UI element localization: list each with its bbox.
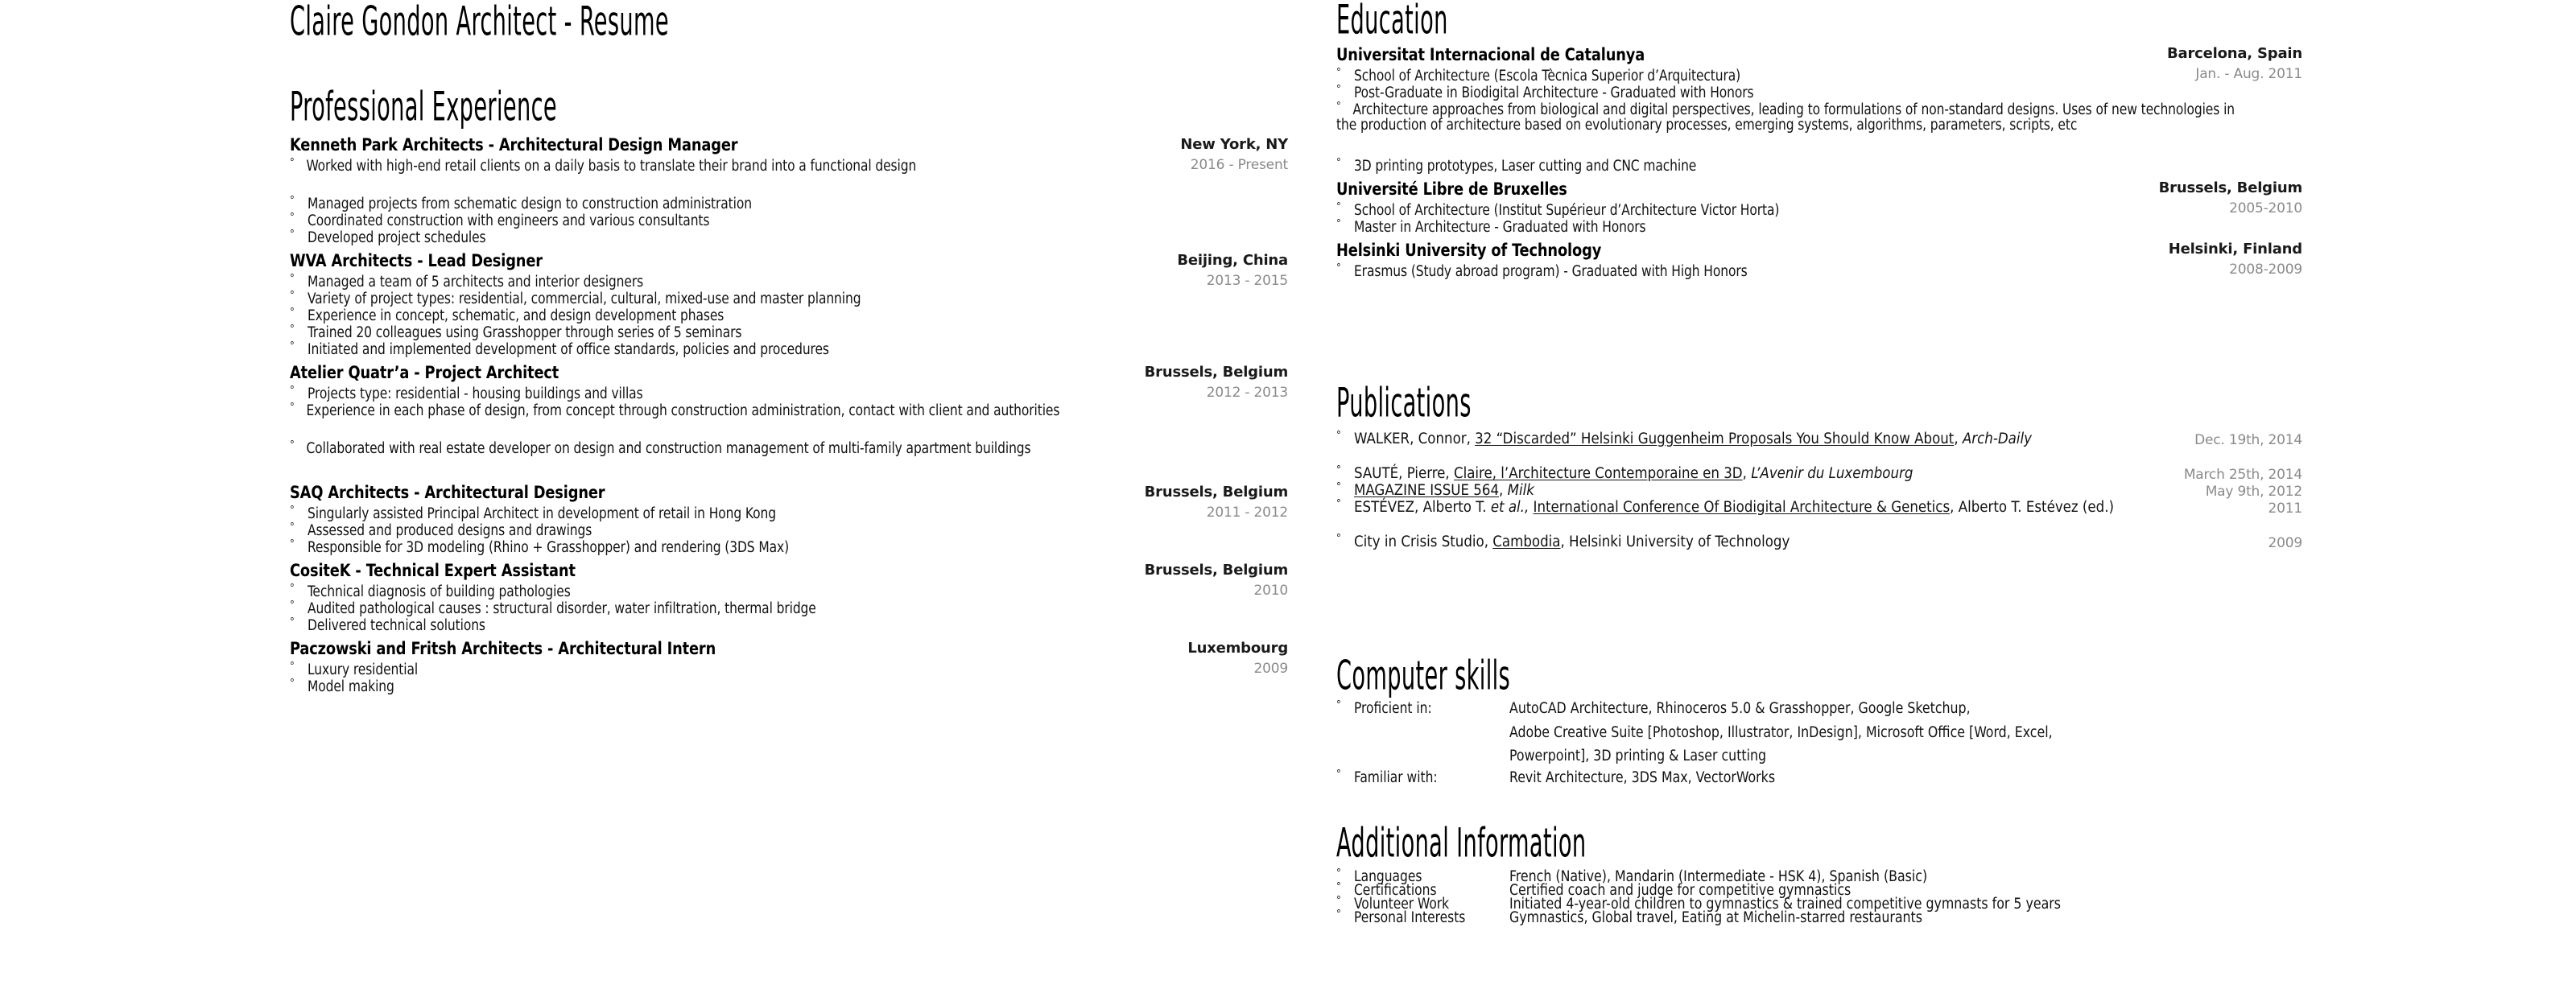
job-title: CositeK - Technical Expert Assistant [290,561,576,581]
job-bullet [290,507,1288,522]
bullet-icon: ° [290,661,295,673]
job-bullet [290,323,1288,341]
skill-label: Familiar with: [1354,769,1438,786]
bullet-icon: ° [1336,498,1341,510]
bullet-icon: ° [1336,67,1341,79]
job-dates: 2010 [1253,583,1288,599]
job-bullet-text: Trained 20 colleagues using Grasshopper through series of 5 seminars [308,324,742,341]
job-bullet [290,404,1288,419]
school-name: Universitat Internacional de Catalunya [1336,45,1645,65]
bullet-icon: ° [290,229,295,241]
bullet-icon: ° [290,273,295,285]
school-bullet-text: Master in Architecture - Graduated with Honors [1354,219,1646,236]
additional-label: Personal Interests [1354,909,1466,926]
skill-row [1336,699,2302,764]
job-location: Brussels, Belgium [1144,364,1288,381]
publication-title[interactable]: Claire, l’Architecture Contemporaine en 3D [1453,465,1743,482]
job-bullet [290,602,1288,617]
school-name: Helsinki University of Technology [1336,241,1602,261]
publication-title[interactable]: International Conference Of Biodigital Architecture & Genetics [1533,499,1951,516]
bullet-icon: ° [290,439,295,451]
job-bullet-text: Experience in concept, schematic, and design development phases [308,307,724,324]
skill-value-line: Powerpoint], 3D printing & Laser cutting [1509,748,1767,764]
school-bullet [1336,220,2302,236]
publication-date-wrap [2268,535,2302,551]
school-location: Barcelona, Spain [2166,45,2302,62]
school-bullet [1336,159,2302,175]
publication-author: ESTÉVEZ, Alberto T. [1354,499,1491,516]
job-bullet [290,439,1288,457]
job-title: SAQ Architects - Architectural Designer [290,483,605,503]
publication-venue: Milk [1507,482,1534,499]
publication-text: MAGAZINE ISSUE 564, Milk [1354,482,1534,499]
publication-venue: Arch-Daily [1962,431,2032,447]
job-bullet-text: Initiated and implemented development of office standards, policies and procedures [308,341,829,358]
job-location: Brussels, Belgium [1144,484,1288,501]
page-title: Claire Gondon Architect - Resume [290,0,669,45]
publication-date: 2011 [2268,501,2302,517]
job-bullet [290,309,1288,324]
bullet-icon: ° [1336,881,1341,893]
bullet-icon: ° [290,538,295,550]
school-bullet [1336,103,2302,133]
publication-venue: L’Avenir du Luxembourg [1751,465,1913,482]
job-dates: 2013 - 2015 [1206,273,1288,289]
bullet-icon: ° [1336,430,1341,442]
publication-author: City in Crisis Studio, [1354,534,1493,550]
bullet-icon: ° [1336,218,1341,230]
job-bullet-text: Coordinated construction with engineers and various consultants [308,212,710,229]
school-bullet-text: School of Architecture (Escola Tècnica Superior d’Arquitectura) [1354,68,1741,84]
section-heading-publications: Publications [1336,379,1472,426]
additional-value: Certified coach and judge for competitive gymnastics [1509,882,1852,899]
bullet-icon: ° [1336,481,1341,493]
bullet-icon: ° [290,290,295,302]
publication-text [1336,498,2278,516]
school-bullet [1336,69,2302,84]
job-bullet-text: Technical diagnosis of building pathologies [308,583,571,600]
job-location: Brussels, Belgium [1144,562,1288,579]
bullet-icon: ° [1336,895,1341,907]
skill-value [1509,702,2263,764]
publication-date: March 25th, 2014 [2183,467,2302,483]
school-location: Helsinki, Finland [2168,241,2302,258]
school-bullet [1336,201,2302,219]
job-bullet [290,292,1288,307]
bullet-icon: ° [290,678,295,690]
job-bullet-text: Managed a team of 5 architects and interior designers [308,274,644,290]
additional-value: Initiated 4-year-old children to gymnastics & trained competitive gymnasts for 5 years [1509,896,2062,913]
publication-date: May 9th, 2012 [2205,484,2302,500]
publication-author: SAUTÉ, Pierre, [1354,465,1454,482]
bullet-icon: ° [290,307,295,319]
job-bullet-text: Singularly assisted Principal Architect in development of retail in Hong Kong [308,505,776,522]
publication-item [1336,498,2278,516]
job-bullet-text: Projects type: residential - housing buildings and villas [308,385,643,402]
job-bullet [290,680,1288,695]
section-heading-professional-experience: Professional Experience [290,83,558,130]
publication-text [1336,535,2278,550]
publication-date-wrap [2184,467,2302,483]
school-dates: 2008-2009 [2229,262,2302,278]
bullet-icon: ° [290,521,295,534]
additional-label: Certifications [1354,882,1437,899]
school-location: Brussels, Belgium [2158,179,2302,196]
section-heading-education: Education [1336,0,1448,43]
school-dates: Jan. - Aug. 2011 [2195,66,2302,82]
publication-date-wrap [2194,432,2302,448]
publication-date-wrap [2268,501,2302,517]
bullet-icon: ° [290,505,295,517]
school-bullet-text: School of Architecture (Institut Supérieur d’Architecture Victor Horta) [1354,202,1780,219]
bullet-icon: ° [290,195,295,207]
job-title: Paczowski and Fritsh Architects - Architectural Intern [290,639,716,659]
publication-item [1336,432,2278,447]
additional-row [1336,911,2334,926]
additional-value: French (Native), Mandarin (Intermediate - HSK 4), Spanish (Basic) [1509,868,1928,885]
bullet-icon: ° [1336,262,1341,274]
bullet-icon: ° [290,157,295,169]
school-dates: 2005-2010 [2229,200,2302,216]
publication-tail: , Alberto T. Estévez (ed.) [1950,499,2115,516]
publication-item [1336,535,2278,550]
bullet-icon: ° [1336,464,1341,476]
additional-label: Volunteer Work [1354,896,1450,913]
job-bullet [290,275,1288,290]
section-heading-computer-skills: Computer skills [1336,652,1511,699]
job-bullet-text: Collaborated with real estate developer on design and construction management of multi-family apartment buildings [306,440,1031,457]
skill-label: Proficient in: [1354,700,1432,717]
job-bullet [290,197,1288,212]
bullet-icon: ° [1336,84,1341,96]
school-bullet [1336,262,2302,280]
job-title: WVA Architects - Lead Designer [290,251,543,271]
bullet-icon: ° [290,402,295,414]
job-dates: 2011 - 2012 [1206,505,1288,521]
bullet-icon: ° [290,583,295,595]
publication-title[interactable]: 32 “Discarded” Helsinki Guggenheim Proposals You Should Know About [1475,431,1955,447]
job-bullet-text: Variety of project types: residential, commercial, cultural, mixed-use and master planning [308,290,861,307]
publication-author: WALKER, Connor, [1354,431,1476,447]
job-bullet-text: Model making [308,678,394,695]
publication-et-al: et al., [1490,499,1534,516]
section-heading-additional-information: Additional Information [1336,819,1587,867]
bullet-icon: ° [1336,101,1341,113]
bullet-icon: ° [290,616,295,628]
job-bullet-text: Luxury residential [308,661,419,678]
additional-label: Languages [1354,868,1422,885]
bullet-icon: ° [1336,909,1341,921]
job-bullet [290,616,1288,634]
job-bullet [290,340,1288,358]
publication-date: 2009 [2268,535,2302,551]
job-bullet [290,387,1288,402]
bullet-icon: ° [290,212,295,224]
job-bullet-text: Developed project schedules [308,229,486,246]
job-title: Atelier Quatr’a - Project Architect [290,363,559,383]
job-bullet-text: Responsible for 3D modeling (Rhino + Grasshopper) and rendering (3DS Max) [308,539,790,556]
skill-value-line: AutoCAD Architecture, Rhinoceros 5.0 & Grasshopper, Google Sketchup, [1509,700,1971,717]
job-bullet [290,159,1288,175]
publication-date: Dec. 19th, 2014 [2194,432,2302,448]
additional-value: Gymnastics, Global travel, Eating at Michelin-starred restaurants [1509,909,1922,926]
job-bullet [290,538,1288,556]
job-title: Kenneth Park Architects - Architectural Design Manager [290,135,738,155]
publication-title[interactable]: MAGAZINE ISSUE 564 [1354,482,1500,499]
job-bullet-text: Experience in each phase of design, from concept through construction administration, contact with client and authorities [306,402,1060,419]
bullet-icon: ° [290,340,295,352]
job-bullet [290,214,1288,229]
job-bullet [290,231,1288,246]
school-bullet [1336,86,2302,101]
job-location: Beijing, China [1177,252,1288,269]
bullet-icon: ° [1336,533,1341,545]
skill-value-line: Revit Architecture, 3DS Max, VectorWorks [1509,769,1776,786]
job-bullet-text: Delivered technical solutions [308,617,485,634]
bullet-icon: ° [290,385,295,397]
bullet-icon: ° [1336,699,1341,711]
job-bullet-text: Managed projects from schematic design to construction administration [308,196,752,212]
skill-row [1336,768,2302,786]
publication-item [1336,464,2278,482]
publication-text: SAUTÉ, Pierre, Claire, l’Architecture Contemporaine en 3D, L’Avenir du Luxembourg [1354,465,1913,482]
bullet-icon: ° [1336,201,1341,213]
bullet-icon: ° [1336,157,1341,169]
job-bullet [290,585,1288,600]
school-name: Université Libre de Bruxelles [1336,179,1567,200]
school-bullet-text: Post-Graduate in Biodigital Architecture - Graduated with Honors [1354,84,1754,101]
publication-tail: , Helsinki University of Technology [1560,534,1790,550]
skill-value [1509,771,2263,786]
school-bullet-text: Erasmus (Study abroad program) - Graduated with High Honors [1354,263,1748,280]
skill-value-line: Adobe Creative Suite [Photoshop, Illustrator, InDesign], Microsoft Office [Word, Excel, [1509,723,2053,741]
bullet-icon: ° [1336,867,1341,880]
job-location: New York, NY [1180,136,1288,153]
school-bullet-text: 3D printing prototypes, Laser cutting and CNC machine [1354,158,1697,175]
bullet-icon: ° [290,600,295,612]
job-bullet-text: Assessed and produced designs and drawings [308,522,592,539]
job-dates: 2016 - Present [1190,157,1288,173]
job-bullet [290,521,1288,539]
job-dates: 2012 - 2013 [1206,385,1288,401]
job-bullet-text: Worked with high-end retail clients on a daily basis to translate their brand into a functional design [306,158,917,175]
publication-date-wrap [2206,484,2302,500]
publication-text: WALKER, Connor, 32 “Discarded” Helsinki Guggenheim Proposals You Should Know About, Arch-Daily [1354,431,2032,447]
job-dates: 2009 [1253,661,1288,677]
bullet-icon: ° [290,323,295,336]
school-bullet-text: Architecture approaches from biological and digital perspectives, leading to formulations of non-standard designs. Uses of new technologies in the production of architecture based on evolutionary processes, emerging systems, algorithms, parameters, scripts, etc [1336,101,2235,134]
publication-title[interactable]: Cambodia [1492,534,1561,550]
job-bullet-text: Audited pathological causes : structural disorder, water infiltration, thermal bridge [308,600,816,617]
bullet-icon: ° [1336,768,1341,781]
job-bullet [290,663,1288,678]
job-location: Luxembourg [1187,640,1288,657]
publication-item [1336,481,2278,499]
